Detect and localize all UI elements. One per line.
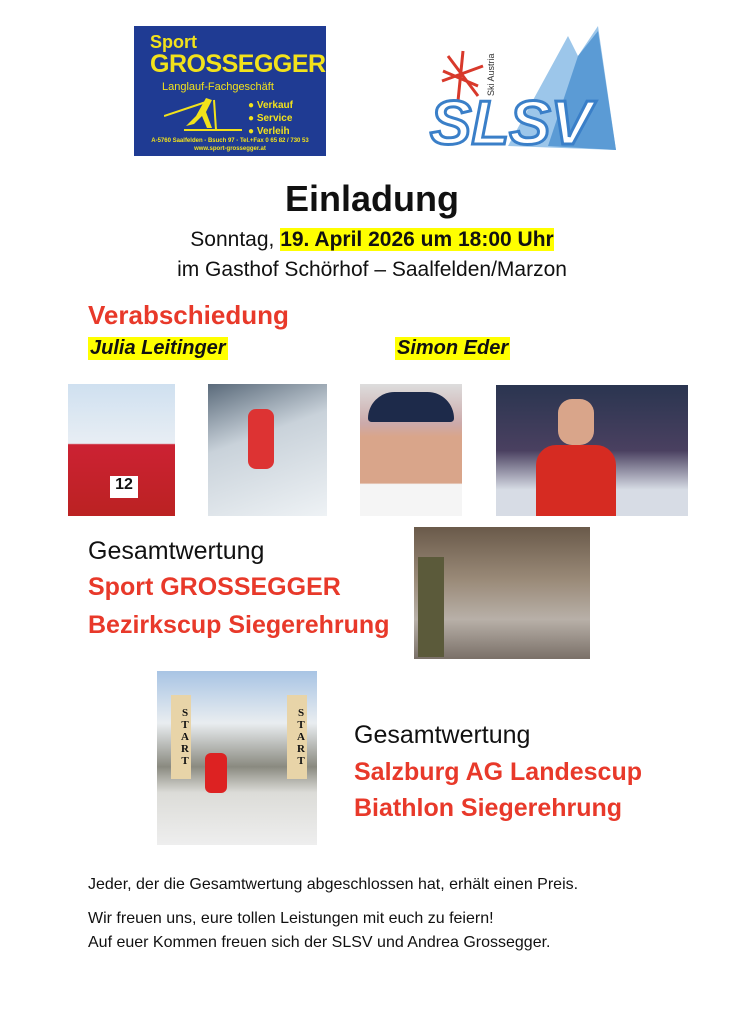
slsv-logo (428, 26, 616, 150)
logo-text: Langlauf-Fachgeschäft (162, 81, 274, 93)
farewell-heading: Verabschiedung (88, 300, 289, 330)
footer-text: Auf euer Kommen freuen sich der SLSV und Andrea Grossegger. (88, 934, 551, 951)
logo-bullets: ● Verkauf ● Service ● Verleih (248, 100, 293, 137)
athlete-name: Simon Eder (397, 337, 509, 359)
photo-julia-leitinger-1: 12 (68, 384, 175, 516)
section2-line1: Gesamtwertung (354, 721, 531, 749)
photo-biathlon-start: START START (157, 671, 317, 845)
photo-simon-eder-1 (360, 384, 462, 516)
footer-text: Jeder, der die Gesamtwertung abgeschlossen hat, erhält einen Preis. (88, 876, 579, 893)
section2-line2: Salzburg AG Landescup (354, 758, 643, 786)
section1-line2: Sport GROSSEGGER (88, 573, 341, 601)
section1-line1: Gesamtwertung (88, 537, 265, 565)
skier-icon (164, 96, 244, 132)
logo-text: GROSSEGGER (150, 50, 326, 78)
svg-text:Ski Austria: Ski Austria (486, 53, 496, 96)
event-date: Sonntag, 19. April 2026 um 18:00 Uhr (190, 228, 554, 251)
logo-address: A-5760 Saalfelden - Bsuch 97 - Tel.+Fax 0 65 82 / 730 53 www.sport-grossegger.at (151, 138, 309, 152)
logo-text: Sport (150, 32, 197, 52)
athlete-name: Julia Leitinger (90, 337, 226, 359)
footer-text: Wir freuen uns, eure tollen Leistungen mit euch zu feiern! (88, 910, 494, 927)
section1-line3: Bezirkscup Siegerehrung (88, 611, 390, 639)
photo-julia-leitinger-2 (208, 384, 327, 516)
photo-simon-eder-2 (496, 385, 688, 516)
sport-grossegger-logo (134, 26, 326, 156)
section2-line3: Biathlon Siegerehrung (354, 794, 623, 822)
photo-bezirkscup-group (414, 527, 590, 659)
svg-text:SLSV: SLSV (430, 89, 592, 150)
event-location: im Gasthof Schörhof – Saalfelden/Marzon (177, 258, 567, 281)
page-title: Einladung (285, 178, 459, 219)
